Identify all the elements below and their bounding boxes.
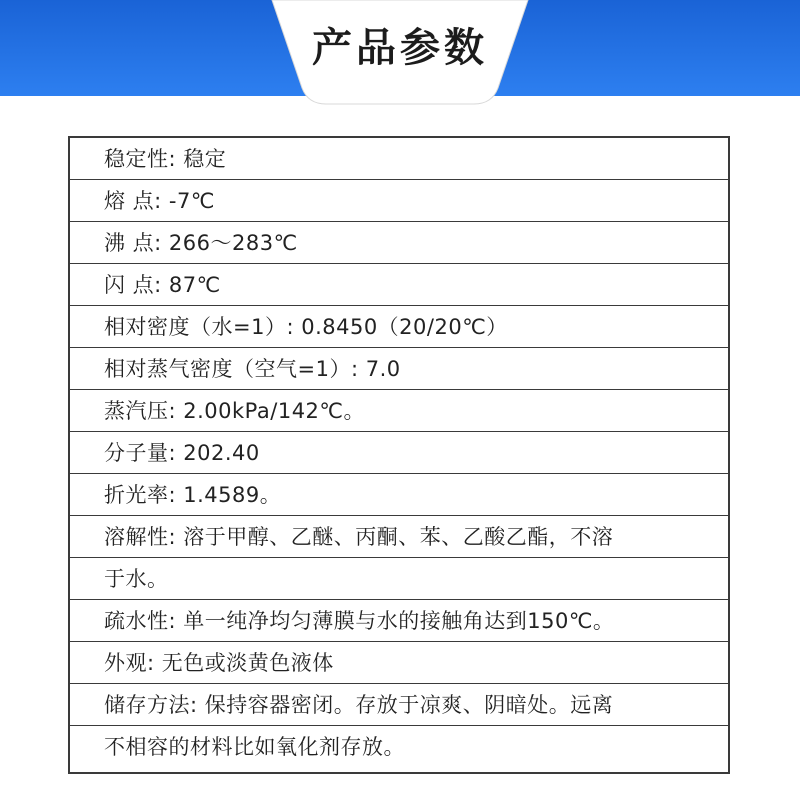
spec-row-solubility-cont: 于水。 (70, 558, 728, 600)
spec-row-vapor-pressure: 蒸汽压: 2.00kPa/142℃。 (70, 390, 728, 432)
page-title: 产品参数 (312, 25, 488, 71)
spec-row-storage: 储存方法: 保持容器密闭。存放于凉爽、阴暗处。远离 (70, 684, 728, 726)
spec-row-stability: 稳定性: 稳定 (70, 138, 728, 180)
spec-row-molecular-weight: 分子量: 202.40 (70, 432, 728, 474)
spec-row-vapor-density: 相对蒸气密度（空气=1）: 7.0 (70, 348, 728, 390)
spec-row-boiling-point: 沸 点: 266～283℃ (70, 222, 728, 264)
spec-table (68, 136, 730, 774)
spec-row-storage-cont: 不相容的材料比如氧化剂存放。 (104, 735, 405, 759)
header-banner (0, 0, 800, 96)
spec-row-hydrophobicity: 疏水性: 单一纯净均匀薄膜与水的接触角达到150℃。 (70, 600, 728, 642)
spec-row-relative-density: 相对密度（水=1）: 0.8450（20/20℃） (70, 306, 728, 348)
spec-row-solubility: 溶解性: 溶于甲醇、乙醚、丙酮、苯、乙酸乙酯，不溶 (70, 516, 728, 558)
spec-row-melting-point: 熔 点: -7℃ (70, 180, 728, 222)
spec-row-refractive-index: 折光率: 1.4589。 (70, 474, 728, 516)
spec-row-appearance: 外观: 无色或淡黄色液体 (70, 642, 728, 684)
spec-row-flash-point: 闪 点: 87℃ (70, 264, 728, 306)
